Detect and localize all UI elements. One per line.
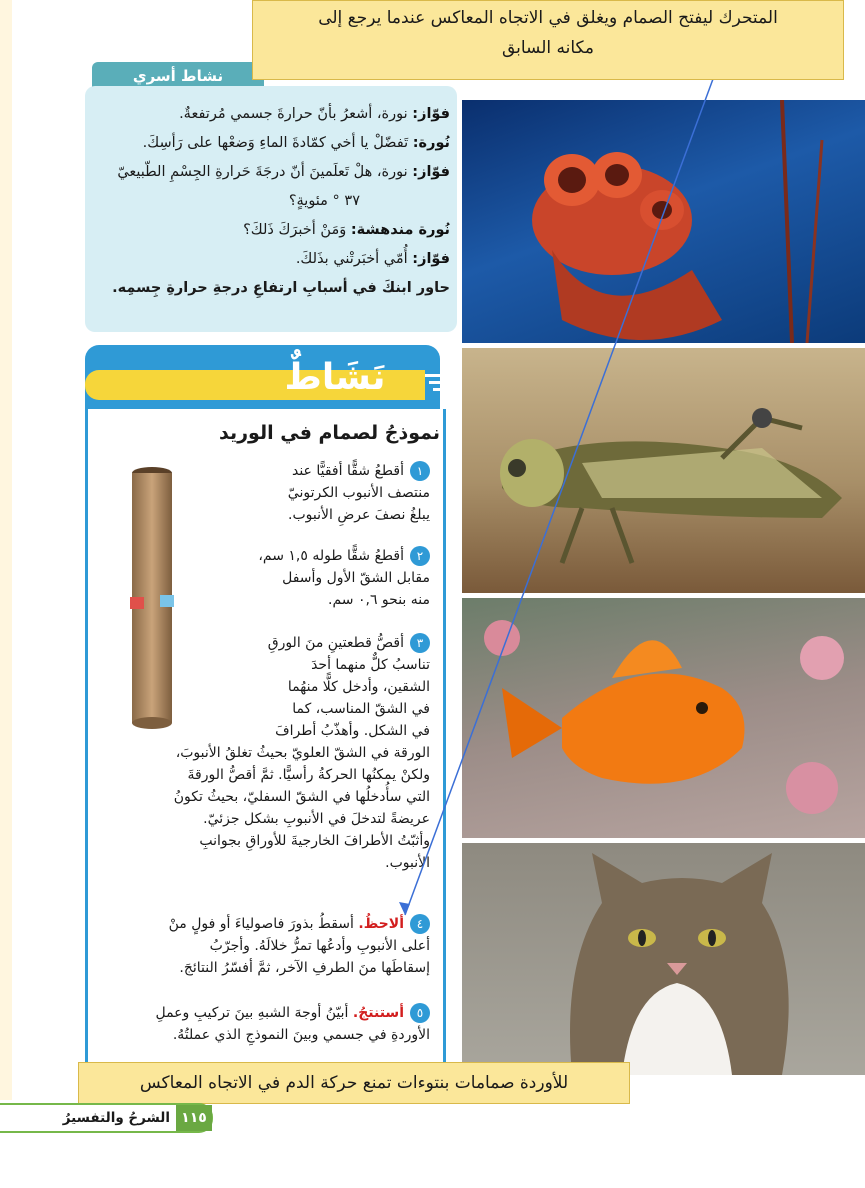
step-number-badge: ٢ bbox=[410, 546, 430, 566]
annotation-callout-top bbox=[252, 0, 844, 80]
dialogue-line: فوّاز: نورة، هلْ تَعلَمينَ أنّ درجَةَ حَرارةِ الجِسْمِ الطّبيعيّ bbox=[117, 164, 450, 180]
dialogue-line: نُورة مندهشة: وَمَنْ أخبرَكَ ذَلكَ؟ bbox=[243, 222, 450, 238]
activity-step-3: ٣أقصُّ قطعتينِ منَ الورقِ تناسبُ كلٌّ منهما أحدَ الشقين، وأدخل كلًّا منهُما في الشقّ المناسب، كما في الشكل. وأهذّبُ أطرافَ bbox=[267, 635, 430, 739]
annotation-callout-bottom: للأوردة صمامات بنتوءات تمنع حركة الدم في الاتجاه المعاكس bbox=[78, 1062, 630, 1104]
step-number-badge: ٤ bbox=[410, 914, 430, 934]
activity-step-2: ٢أقطعُ شقًّا طوله ١,٥ سم، مقابل الشقّ الأول وأسفل منه بنحو ٠,٦ سم. bbox=[258, 548, 430, 608]
activity-title: نموذجُ لصمام في الوريد bbox=[219, 422, 440, 444]
activity-step-4: ٤ألاحظُ. أسقطُ بذورَ فاصولياءَ أو فولٍ منْ أعلى الأنبوبِ وأدعُها تمرُّ خلالَهُ. وأجرّبُ إسقاطَها منَ الطرفِ الآخر، ثمَّ أفسّرُ النتائجَ. bbox=[168, 916, 430, 976]
dialogue-line: حاور ابنكَ في أسبابِ ارتفاعِ درجةِ حرارةِ جِسمِه. bbox=[112, 280, 450, 296]
activity-step-3-continued: الورقة في الشقّ العلويّ بحيثُ تغلقُ الأنبوبَ، ولكنْ يمكنُها الحركةُ رأسيًّا. ثمَّ أقصُّ الورقةَ التي سأُدخلُها في الشقّ السفليّ، بحيثُ تكونُ عريضةً لتدخلَ في الأنبوبِ بشكل جزئيّ. وأثبّتُ الأطرافَ الخارجيةَ للأوراقِ بجوانبِ الأنبوب. bbox=[173, 745, 430, 871]
dialogue-line: ٣٧ ° مئويةٍ؟ bbox=[288, 193, 360, 209]
activity-step-5: ٥أستنتجُ. أبيّنُ أوجهَ الشبهِ بينَ تركيبِ وعملِ الأوردةِ في جسمي وبينَ النموذجِ الذي عملتُهُ. bbox=[155, 1005, 430, 1043]
dialogue-line: نُورة: تَفضّلْ يا أخي كمّادةَ الماءِ وَضعْها على رَأسِكَ. bbox=[142, 135, 450, 151]
step-number-badge: ٥ bbox=[410, 1003, 430, 1023]
step-number-badge: ٣ bbox=[410, 633, 430, 653]
step-number-badge: ١ bbox=[410, 461, 430, 481]
activity-heading: نَشَاطٌ bbox=[284, 357, 386, 398]
activity-step-1: ١أقطعُ شقًّا أفقيًّا عند منتصف الأنبوب الكرتونيّ يبلغُ نصفَ عرضِ الأنبوب. bbox=[287, 463, 430, 523]
callout-line: مكانه السابق bbox=[501, 38, 595, 58]
section-label: الشرحُ والتفسيرُ bbox=[62, 1110, 170, 1126]
dialogue-line: فوّاز: أُمّي أخبَرتْني بذَلكَ. bbox=[295, 251, 450, 267]
family-activity-tab: نشاط أسري bbox=[92, 62, 264, 90]
callout-line: المتحرك ليفتح الصمام ويغلق في الاتجاه المعاكس عندما يرجع إلى bbox=[318, 8, 778, 28]
dialogue-line: فوّاز: نورة، أشعرُ بأنّ حرارةَ جسمي مُرتفعةٌ. bbox=[179, 106, 450, 122]
page-number: ١١٥ bbox=[176, 1105, 212, 1131]
